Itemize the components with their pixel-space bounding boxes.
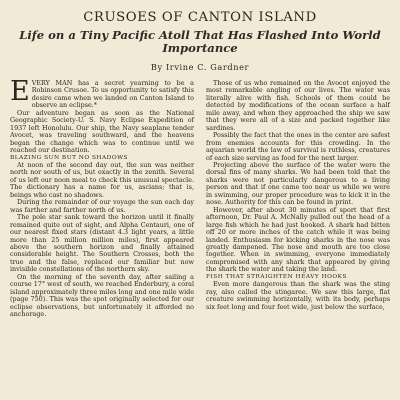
drop-cap: E (10, 76, 30, 107)
paragraph-text: VERY MAN has a secret yearning to be a Robinson Crusoe. To us opportunity to satisfy this desire came when we landed on Canton Island to observe an eclipse.* (31, 79, 194, 110)
paragraph: At noon of the second day out, the sun was neither north nor south of us, but exactly in the zenith. Several of us left our noon meal to check this unusual spectacle. The dictionary has a name for us, ascians; that is, beings who cast no shadows. (10, 160, 194, 199)
left-column (10, 76, 194, 319)
article-columns (10, 76, 390, 319)
article-subtitle: Life on a Tiny Pacific Atoll That Has Flashed Into World Importance (19, 28, 381, 55)
paragraph: Those of us who remained on the Avocet enjoyed the most remarkable angling of our lives. The water was literally alive with fish. Schools of them could be detected by modifications of the ocean surface a half mile away, and when they approached the ship we saw that they were all of a size and packed together like sardines. (206, 79, 390, 132)
paragraph (10, 76, 194, 110)
article-byline: By Irvine C. Gardner (150, 62, 250, 72)
section-heading: FISH THAT STRAIGHTEN HEAVY HOOKS (206, 273, 347, 280)
article-title: CRUSOES OF CANTON ISLAND (83, 10, 317, 25)
paragraph: On the morning of the seventh day, after sailing a course 17° west of south, we reached Enderbury, a coral island approximately three miles long and one mile wide (page 750). This was the spot originally selected for our eclipse observations, but unfortunately it afforded no anchorage. (10, 272, 194, 319)
paragraph: Projecting above the surface of the water were the dorsal fins of many sharks. We had been told that the sharks were not particularly dangerous to a living person and that if one came too near us while we were in swimming, our proper procedure was to kick it in the nose. Authority for this can be found in print. (206, 160, 390, 207)
paragraph: Even more dangerous than the shark was the sting ray, also called the stingaree. We saw this large, flat creature swimming horizontally, with its body, perhaps six feet long and four feet wide, just below the surface, (206, 280, 390, 311)
paragraph: The pole star sank toward the horizon until it finally remained quite out of sight, and Alpha Centauri, one of our nearest fixed stars (distant 4.3 light years, a little more than 25 million million miles), first appeared above the southern horizon and finally attained considerable height. The Southern Crosses, both the true and the false, replaced our familiar but now invisible constellations of the northern sky. (10, 213, 194, 274)
right-column (206, 80, 390, 319)
paragraph: During the remainder of our voyage the sun each day was farther and farther north of us. (10, 198, 194, 214)
paragraph: Possibly the fact that the ones in the center are safest from enemies accounts for this crowding. In the aquarian world the law of survival is ruthless, creatures of each size serving as food for the next larger. (206, 131, 390, 162)
section-heading: BLAZING SUN BUT NO SHADOWS (10, 154, 128, 161)
paragraph: Our adventure began as soon as the National Geographic Society-U. S. Navy Eclipse Expedition of 1937 left Honolulu. Our ship, the Navy seaplane tender Avocet, was traveling southward, and the heavens began the change which was to continue until we reached our destination. (10, 108, 194, 155)
paragraph: However, after about 30 minutes of sport that first afternoon, Dr. Paul A. McNally pulled out the head of a large fish which he had just hooked. A shark had bitten off 20 or more inches of the catch while it was being landed. Enthusiasm for kicking sharks in the nose was greatly dampened. The nose and mouth are too close together. When in swimming, everyone immediately compromised with any shark that appeared by giving the shark the water and taking the land. (206, 205, 390, 274)
